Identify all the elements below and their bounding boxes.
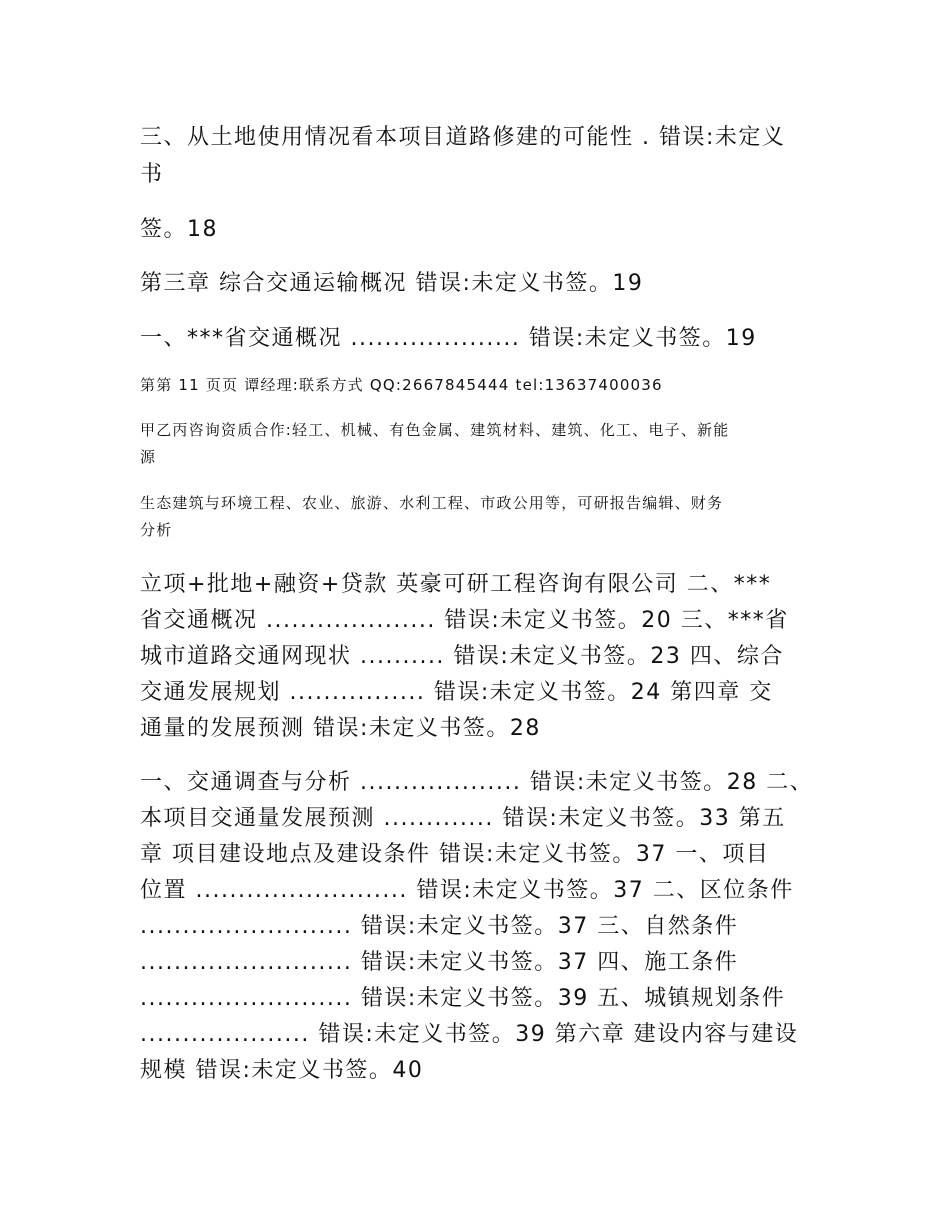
qualification-text: 源 — [140, 448, 157, 466]
toc-line: 规模 错误:未定义书签。40 — [140, 1058, 424, 1083]
toc-line: 章 项目建设地点及建设条件 错误:未定义书签。37 一、项目 — [140, 842, 770, 867]
toc-line: ......................... 错误:未定义书签。37 三、自然条件 — [140, 914, 739, 939]
toc-line: 位置 ......................... 错误:未定义书签。37 二、区位条件 — [140, 878, 794, 903]
toc-chapter-heading: 第三章 综合交通运输概况 错误:未定义书签。19 — [140, 271, 644, 296]
toc-line: 书 — [140, 162, 164, 187]
page-footer-contact: 第第 11 页页 谭经理:联系方式 QQ:2667845444 tel:13637400036 — [140, 376, 663, 394]
toc-line: 城市道路交通网现状 .......... 错误:未定义书签。23 四、综合 — [140, 644, 784, 669]
toc-line: 一、交通调查与分析 ................... 错误:未定义书签。28 二、 — [140, 770, 814, 795]
toc-line: ......................... 错误:未定义书签。39 五、城镇规划条件 — [140, 986, 786, 1011]
qualification-text: 甲乙丙咨询资质合作:轻工、机械、有色金属、建筑材料、建筑、化工、电子、新能 — [140, 421, 730, 439]
toc-line: ......................... 错误:未定义书签。37 四、施工条件 — [140, 950, 739, 975]
toc-line: 本项目交通量发展预测 ............. 错误:未定义书签。33 第五 — [140, 806, 786, 831]
toc-line: 一、***省交通概况 .................... 错误:未定义书签。19 — [140, 326, 757, 351]
services-text: 分析 — [140, 521, 173, 539]
toc-line: 交通发展规划 ................ 错误:未定义书签。24 第四章 交 — [140, 680, 773, 705]
toc-line: 立项+批地+融资+贷款 英豪可研工程咨询有限公司 二、*** — [140, 572, 772, 597]
toc-line: 签。18 — [140, 217, 218, 242]
toc-line: .................... 错误:未定义书签。39 第六章 建设内容与建设 — [140, 1022, 799, 1047]
toc-line: 通量的发展预测 错误:未定义书签。28 — [140, 716, 541, 741]
toc-line: 省交通概况 .................... 错误:未定义书签。20 三、***省 — [140, 608, 789, 633]
toc-line: 三、从土地使用情况看本项目道路修建的可能性 . 错误:未定义 — [140, 125, 786, 150]
services-text: 生态建筑与环境工程、农业、旅游、水利工程、市政公用等，可研报告编辑、财务 — [140, 494, 724, 512]
